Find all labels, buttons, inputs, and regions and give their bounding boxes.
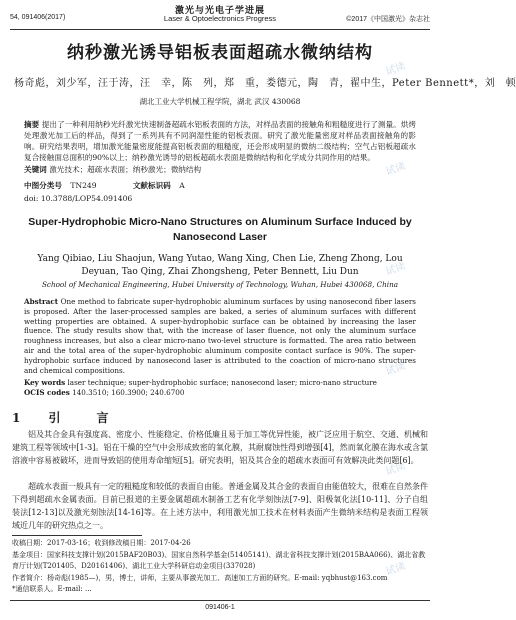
keywords-en-text: laser technique; super-hydrophobic surface; nanosecond laser; micro-nano structure [67, 378, 377, 387]
section-heading [12, 409, 121, 426]
doc-code-label: 文献标识码 [132, 181, 171, 190]
affiliation-en: School of Mechanical Engineering, Hubei University of Technology, Wuhan, Hubei 430068, China [42, 280, 398, 289]
ocis-codes [24, 388, 184, 397]
doi: doi: 10.3788/LOP54.091406 [24, 194, 133, 203]
clc-code: TN249 [70, 181, 97, 190]
watermark: 试读 [384, 61, 407, 78]
doc-code: A [179, 181, 185, 190]
journal-name-cn: 激光与光电子学进展 [174, 5, 265, 15]
page-number: 091406-1 [205, 604, 235, 611]
clc-label: 中图分类号 [24, 181, 62, 190]
journal-name-en: Laser & Optoelectronics Progress [163, 14, 277, 23]
keywords-cn [24, 164, 416, 175]
footer-rule [10, 600, 430, 601]
footnote-corresponding: *通信联系人。E-mail: ... [12, 585, 92, 593]
title-en: Super-Hydrophobic Micro-Nano Structures on Aluminum Surface Induced by Nanosecond Laser [28, 216, 412, 243]
body-paragraph-2: 超疏水表面一般具有一定的粗糙度和较低的表面自由能。普通金属及其合金的表面自由能值较大，很难在自然条件下得到超疏水金属表面。目前已报道的主要金属超疏水制备工艺有化学刻蚀法[7-9]、阳极氧化法[10-11]、分子自组装法[12-13]以及激光刻蚀法[14-16]等。在上述方法中，利用激光加工技术在材料表面产生微纳米结构是表面工程领域近几年的研究热点之一。 [12, 482, 428, 530]
authors-en: Yang Qibiao, Liu Shaojun, Wang Yutao, Wang Xing, Chen Lie, Zheng Zhong, Lou Deyuan, Tao Qing, Zhai Zhongsheng, Peter Bennett, Liu Dun [37, 254, 403, 277]
abstract-en-label: Abstract [24, 297, 59, 306]
abstract-cn-text: 提出了一种利用纳秒光纤激光快速制备超疏水铝板表面的方法，对样品表面的接触角和粗糙度进行了测量。烘烤处理激光加工后的样品，得到了一系列具有不同润湿性能的铝板表面。研究了激光能量密度对样品表面接触角的影响。研究结果表明，增加激光能量密度能提高铝板表面的粗糙度，还会形成明显的微纳二级结构；空气占铝板超疏水复合接触面总面积的90%以上；纳秒激光诱导的铝板超疏水表面是微纳结构和化学成分共同作用的结果。 [24, 120, 416, 162]
title-cn: 纳秒激光诱导铝板表面超疏水微纳结构 [67, 43, 373, 63]
affiliation-cn: 湖北工业大学机械工程学院，湖北 武汉 430068 [139, 97, 301, 106]
abstract-en-text: One method to fabricate super-hydrophobic aluminum surfaces by using nanosecond fiber lasers is proposed. After the laser-processed samples are baked, a series of aluminum surfaces with different wetting properties are obtained. A super-hydrophobic surface can be obtained by increasing the laser fluence. The study results show that, with the increase of laser fluence, not only the aluminum surface roughness increases, but also a clear micro-nano two-level structure is formatted. The area ratio between air and the total area of the super-hydrophobic aluminum composite contact surface is 90%. The super-hydrophobic surface induced by nanosecond laser is attributed to the coaction of micro-nano structures and chemical compositions. [24, 297, 416, 375]
section-number: 1 [12, 411, 33, 425]
keywords-en [24, 378, 416, 387]
watermark: 试读 [384, 461, 407, 478]
keywords-cn-text: 激光技术；超疏水表面；纳秒激光；微纳结构 [49, 165, 202, 174]
abstract-en [24, 297, 416, 378]
watermark: 试读 [384, 261, 407, 278]
watermark: 试读 [384, 161, 407, 178]
ocis-text: 140.3510; 160.3900; 240.6700 [72, 388, 185, 397]
copyright-notice: ©2017《中国激光》杂志社 [346, 16, 430, 23]
body-paragraph-1: 铝及其合金具有强度高、密度小、性能稳定、价格低廉且易于加工等优异性能，被广泛应用于航空、交通、机械和建筑工程等领域中[1-3]。铝在干燥的空气中会形成致密的氧化膜，其耐腐蚀性得到增强[4]，然而氧化膜在海水或含氯溶液中容易被破坏，进而导致铝的使用寿命缩短[5]。研究表明，铝及其合金的超疏水表面可有效解决此类问题[6]。 [12, 430, 428, 465]
section-title: 引 言 [48, 411, 121, 425]
footnote-received: 收稿日期：2017-03-16；收到修改稿日期：2017-04-26 [12, 539, 191, 547]
ocis-label: OCIS codes [24, 388, 70, 397]
watermark: 试读 [384, 361, 407, 378]
footnote-author-bio: 作者简介：杨奇彪(1985—)，男，博士，讲师，主要从事激光加工、高速加工方面的研究。E-mail: yqbhust@163.com [12, 573, 388, 582]
watermark: 试读 [384, 561, 407, 578]
keywords-en-label: Key words [24, 378, 66, 387]
footnotes [12, 538, 428, 596]
keywords-cn-label: 关键词 [24, 165, 47, 174]
running-header [10, 2, 430, 28]
footnote-rule [12, 535, 142, 536]
footnote-funding: 基金项目：国家科技支撑计划(2015BAF20B03)、国家自然科学基金(51405141)、湖北省科技支撑计划(2015BAA066)、湖北省教育厅计划(T201405、D20161406)、湖北工业大学科研启动金项目(337028) [12, 550, 426, 570]
journal-volume-issue: 54, 091406(2017) [10, 14, 66, 21]
abstract-cn-label: 摘要 [24, 120, 40, 129]
authors-cn: 杨奇彪，刘少军，汪于涛，汪 幸，陈 列，郑 重，娄德元，陶 青，翟中生，Peter Bennett*，刘 顿 [14, 78, 516, 89]
classification [24, 180, 185, 191]
abstract-cn [24, 119, 416, 163]
header-rule [10, 29, 430, 30]
